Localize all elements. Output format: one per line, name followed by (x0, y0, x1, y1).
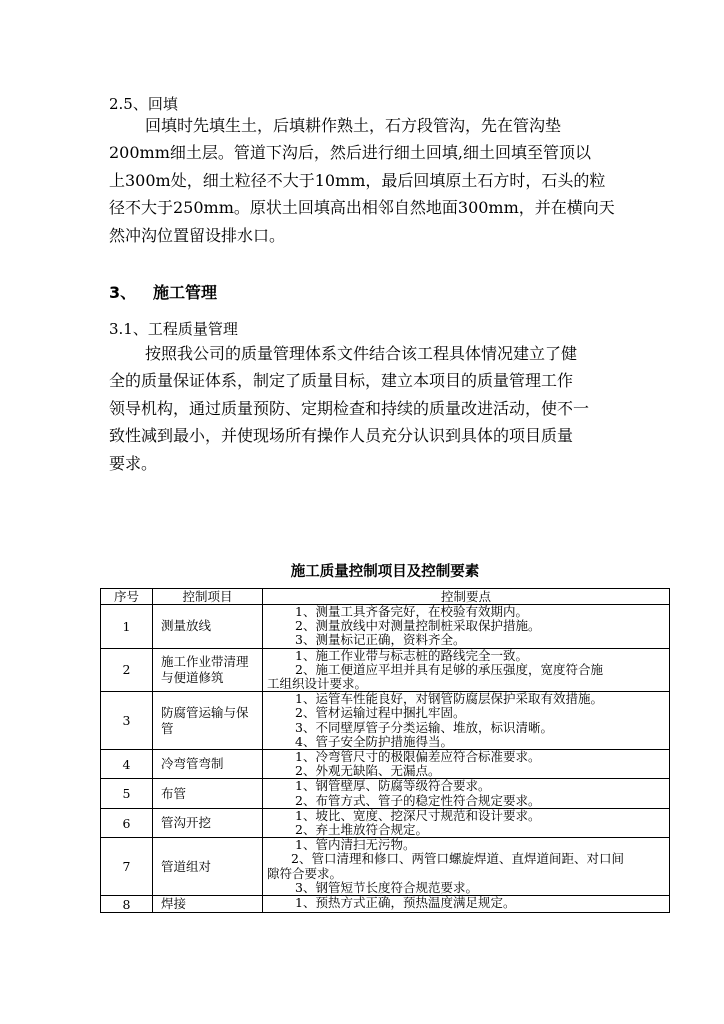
row-req (263, 648, 670, 692)
row-item: 施工作业带清理与便道修筑 (153, 648, 263, 692)
req-line: 1、坡比、宽度、挖深尺寸规范和设计要求。 (295, 807, 541, 823)
table-row (101, 648, 670, 692)
req-line: 2、管口清理和修口、两管口螺旋焊道、直焊道间距、对口间 (291, 851, 624, 867)
req-line: 1、施工作业带与标志桩的路线完全一致。 (295, 647, 528, 663)
table-row (101, 896, 670, 913)
req-line: 隙符合要求。 (267, 865, 343, 881)
row-no: 3 (101, 692, 153, 750)
row-req (263, 750, 670, 779)
req-line: 2、管材运输过程中捆扎牢固。 (295, 705, 466, 721)
row-item: 防腐管运输与保管 (153, 692, 263, 750)
table-row (101, 692, 670, 750)
paragraph-line: 按照我公司的质量管理体系文件结合该工程具体情况建立了健 (145, 344, 578, 363)
req-line: 4、管子安全防护措施得当。 (295, 733, 453, 749)
table-row (101, 779, 670, 808)
table-row (101, 808, 670, 837)
table-row (101, 750, 670, 779)
req-line: 1、预热方式正确，预热温度满足规定。 (295, 895, 516, 911)
chapter-3-heading (109, 282, 217, 304)
req-line: 3、不同壁厚管子分类运输、堆放，标识清晰。 (295, 719, 553, 735)
row-req (263, 605, 670, 649)
req-line: 1、管内清扫无污物。 (295, 837, 416, 853)
table-row (101, 838, 670, 896)
quality-management-paragraph (109, 340, 617, 477)
header-req: 控制要点 (263, 589, 670, 605)
req-line: 3、钢管短节长度符合规范要求。 (295, 879, 478, 895)
req-line: 3、测量标记正确，资料齐全。 (295, 632, 466, 648)
row-no: 5 (101, 779, 153, 808)
row-item: 布管 (153, 779, 263, 808)
chapter-number: 3、 (109, 283, 137, 302)
row-item: 管道组对 (153, 838, 263, 896)
req-line: 2、测量放线中对测量控制桩采取保护措施。 (295, 618, 541, 634)
row-item: 测量放线 (153, 605, 263, 649)
req-line: 2、施工便道应平坦并具有足够的承压强度，宽度符合施 (295, 661, 603, 677)
req-line: 2、外观无缺陷、无漏点。 (295, 763, 441, 779)
table-header-row (101, 589, 670, 605)
req-line: 1、测量工具齐备完好，在校验有效期内。 (295, 604, 528, 619)
paragraph-line: 径不大于250mm。原状土回填高出相邻自然地面300mm，并在横向天 (109, 198, 615, 218)
row-req (263, 779, 670, 808)
row-req (263, 808, 670, 837)
paragraph-line: 领导机构，通过质量预防、定期检查和持续的质量改进活动，使不一 (109, 398, 590, 418)
quality-control-table (100, 588, 670, 913)
req-line: 1、冷弯管尺寸的极限偏差应符合标准要求。 (295, 749, 541, 765)
row-item: 冷弯管弯制 (153, 750, 263, 779)
row-item: 管沟开挖 (153, 808, 263, 837)
row-no: 7 (101, 838, 153, 896)
row-no: 6 (101, 808, 153, 837)
paragraph-line: 全的质量保证体系，制定了质量目标，建立本项目的质量管理工作 (109, 371, 574, 391)
row-no: 8 (101, 896, 153, 913)
section-3-1-title: 3.1、工程质量管理 (109, 320, 238, 338)
chapter-title: 施工管理 (153, 283, 218, 302)
table-row (101, 605, 670, 649)
row-req (263, 692, 670, 750)
row-no: 4 (101, 750, 153, 779)
header-no: 序号 (101, 589, 153, 605)
req-line: 2、弃土堆放符合规定。 (295, 822, 428, 838)
table-caption: 施工质量控制项目及控制要素 (290, 564, 480, 580)
paragraph-line: 200mm细土层。管道下沟后，然后进行细土回填,细土回填至管顶以 (109, 143, 591, 163)
paragraph-line: 然冲沟位置留设排水口。 (109, 225, 286, 245)
req-line: 工组织设计要求。 (267, 676, 368, 692)
req-line: 1、钢管壁厚、防腐等级符合要求。 (295, 778, 491, 794)
row-no: 1 (101, 605, 153, 649)
paragraph-line: 上300m处，细土粒径不大于10mm，最后回填原土石方时，石头的粒 (109, 170, 606, 190)
row-item: 焊接 (153, 896, 263, 913)
paragraph-line: 回填时先填生土，后填耕作熟土，石方段管沟，先在管沟垫 (145, 116, 562, 135)
section-2-5-title: 2.5、回填 (109, 95, 178, 113)
paragraph-line: 致性减到最小，并使现场所有操作人员充分认识到具体的项目质量 (109, 426, 574, 446)
row-no: 2 (101, 648, 153, 692)
req-line: 2、布管方式、管子的稳定性符合规定要求。 (295, 792, 541, 808)
row-req (263, 896, 670, 913)
req-line: 1、运管车性能良好，对钢管防腐层保护采取有效措施。 (295, 691, 603, 707)
paragraph-line: 要求。 (109, 453, 158, 473)
row-req (263, 838, 670, 896)
header-item: 控制项目 (153, 589, 263, 605)
backfill-paragraph (109, 112, 617, 249)
